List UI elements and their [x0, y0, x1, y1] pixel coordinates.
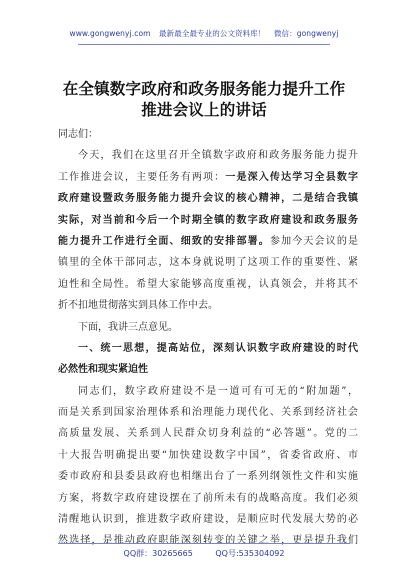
paragraph-line: 清醒地认识到，推进数字政府建设，是顺应时代发展大势的必 — [58, 514, 358, 526]
header-divider — [78, 44, 330, 45]
paragraph-line: 同志们，数字政府建设不是一道可有可无的“附加题”， — [78, 385, 358, 397]
paragraph-line — [58, 231, 358, 252]
paragraph-line: 折不扣地贯彻落实到具体工作中去。 — [58, 300, 218, 312]
emphasis-text: 能力提升工作进行全面、细致的安排部署。 — [58, 235, 270, 247]
paragraph-line: 然选择，是推动政府职能深刻转变的关键之举，更是提升我们 — [58, 535, 358, 547]
wechat-id: 微信：gongwenyj — [273, 29, 339, 38]
paragraph-line: 今天，我们在这里召开全镇数字政府和政务服务能力提升 — [78, 150, 358, 162]
paragraph-line: 委市政府和县委县政府也相继出台了一系列纲领性文件和实施 — [58, 471, 358, 483]
paragraph-line: 而是关系到国家治理体系和治理能力现代化、关系到经济社会 — [58, 407, 358, 419]
paragraph-line — [58, 167, 358, 188]
site-url[interactable]: www.gongwenyj.com — [69, 29, 151, 38]
document-title-line-2: 推进会议上的讲话 — [141, 101, 267, 119]
document-title-line-1: 在全镇数字政府和政务服务能力提升工作 — [62, 80, 346, 98]
paragraph-text: 参加今天会议的是 — [269, 235, 358, 247]
paragraph-line: 高质量发展、关系到人民群众切身利益的“必答题”。党的二 — [58, 428, 358, 440]
qq-number: QQ号:535304092 — [215, 549, 285, 558]
paragraph-text: 工作推进会议，主要任务有两项： — [58, 171, 226, 183]
paragraph-line: 迫性和全局性。希望大家能够高度重视，认真领会，并将其不 — [58, 278, 358, 290]
footer-divider — [58, 543, 350, 544]
paragraph-line: 方案，将数字政府建设摆在了前所未有的战略高度。我们必须 — [58, 492, 358, 504]
emphasis-text: 一是深入传达学习全县数字 — [225, 171, 358, 183]
document-body — [58, 124, 358, 552]
qq-group: QQ群：30265665 — [123, 549, 193, 558]
greeting: 同志们： — [58, 129, 98, 140]
paragraph-line: 十大报告明确提出要“加快建设数字中国”，省委省政府、市 — [58, 449, 358, 461]
section-heading-line: 一、统一思想，提高站位，深刻认识数字政府建设的时代 — [78, 342, 358, 354]
section-heading-line: 必然性和现实紧迫性 — [58, 364, 148, 376]
paragraph-line: 下面，我讲三点意见。 — [78, 321, 178, 333]
site-header — [0, 28, 408, 44]
site-footer — [0, 548, 408, 559]
emphasis-line: 政府建设暨政务服务能力提升会议的核心精神，二是结合我镇 — [58, 193, 358, 205]
site-slogan: 最新最全最专业的公文资料库！ — [159, 29, 266, 38]
paragraph-line: 镇里的全体干部同志，这本身就说明了这项工作的重要性、紧 — [58, 257, 358, 269]
emphasis-line: 实际，对当前和今后一个时期全镇的数字政府建设和政务服务 — [58, 214, 358, 226]
